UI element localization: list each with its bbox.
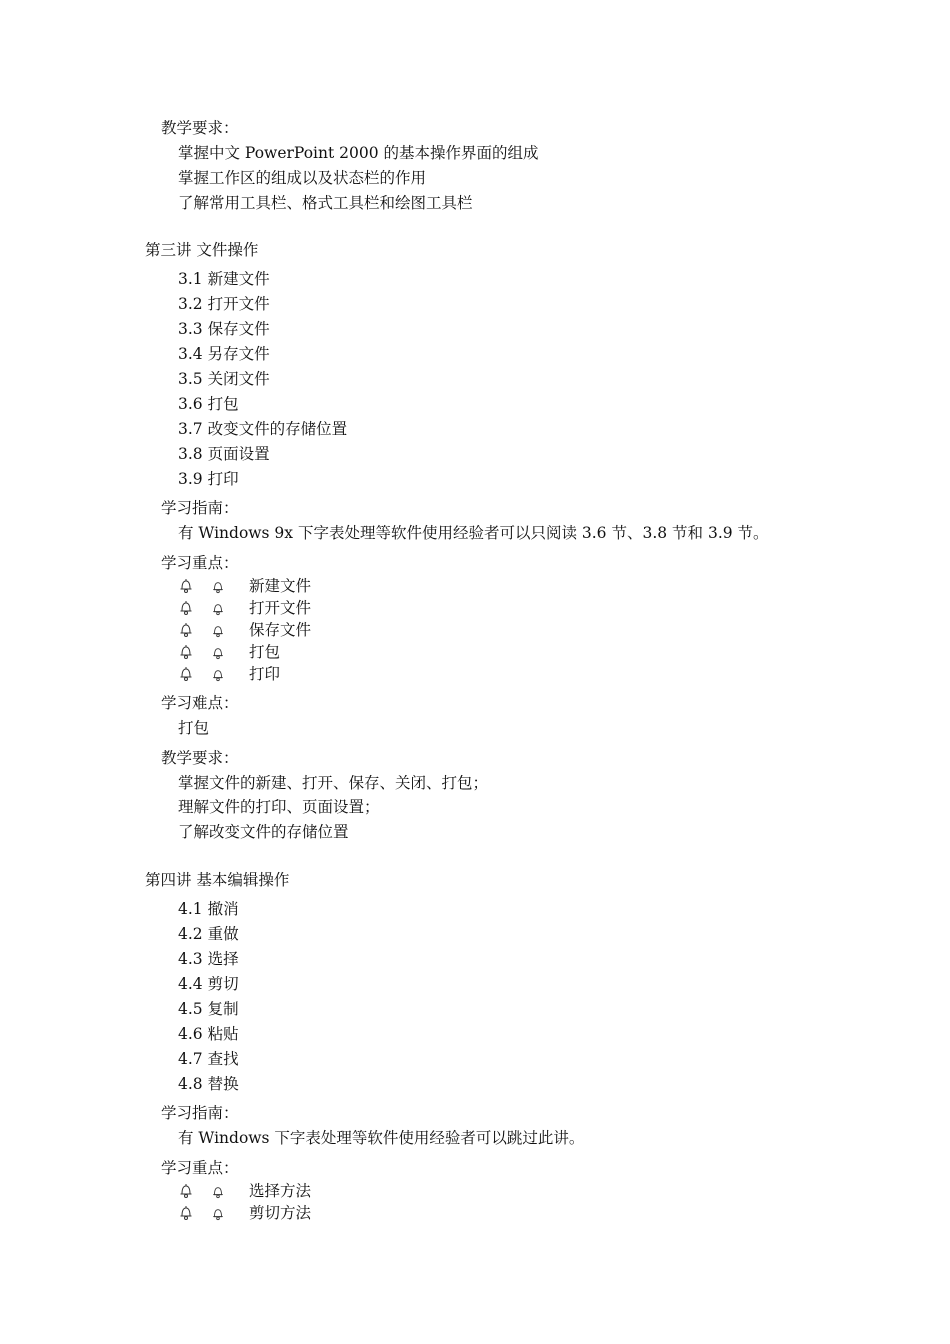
topic-item: 3.7 改变文件的存储位置	[178, 420, 348, 438]
key-points-label: 学习重点：	[161, 1159, 239, 1177]
study-guide-text: 有 Windows 9x 下字表处理等软件使用经验者可以只阅读 3.6 节、3.8 节和 3.9 节。	[178, 524, 769, 542]
bell-icon	[178, 644, 194, 660]
bell-icon	[178, 1205, 194, 1221]
study-guide-label: 学习指南：	[161, 499, 239, 517]
key-point-text: 选择方法	[249, 1182, 312, 1200]
key-point-text: 剪切方法	[249, 1204, 312, 1222]
requirement-item: 了解常用工具栏、格式工具栏和绘图工具栏	[178, 194, 473, 212]
difficulty-label: 学习难点：	[161, 694, 239, 712]
topic-item: 4.5 复制	[178, 1000, 239, 1018]
key-point-text: 打印	[249, 665, 281, 683]
bell-icon	[211, 602, 225, 616]
topic-item: 3.8 页面设置	[178, 445, 270, 463]
bell-icon	[211, 668, 225, 682]
topic-item: 3.4 另存文件	[178, 345, 270, 363]
study-guide-text: 有 Windows 下字表处理等软件使用经验者可以跳过此讲。	[178, 1129, 585, 1147]
topic-item: 3.2 打开文件	[178, 295, 270, 313]
key-points-label: 学习重点：	[161, 554, 239, 572]
requirement-item: 掌握工作区的组成以及状态栏的作用	[178, 169, 427, 187]
topic-item: 4.4 剪切	[178, 975, 239, 993]
bell-icon	[211, 624, 225, 638]
teaching-requirements-label: 教学要求：	[161, 749, 239, 767]
topic-item: 4.6 粘贴	[178, 1025, 239, 1043]
requirement-item: 掌握文件的新建、打开、保存、关闭、打包；	[178, 774, 489, 792]
topic-item: 4.2 重做	[178, 925, 239, 943]
topic-item: 3.9 打印	[178, 470, 239, 488]
study-guide-label: 学习指南：	[161, 1104, 239, 1122]
bell-icon	[178, 666, 194, 682]
key-point-text: 新建文件	[249, 577, 312, 595]
topic-item: 3.1 新建文件	[178, 270, 270, 288]
topic-item: 3.3 保存文件	[178, 320, 270, 338]
difficulty-text: 打包	[178, 719, 210, 737]
lecture-3-title: 第三讲 文件操作	[145, 241, 259, 259]
key-point-text: 打开文件	[249, 599, 312, 617]
bell-icon	[178, 578, 194, 594]
key-point-text: 保存文件	[249, 621, 312, 639]
topic-item: 4.3 选择	[178, 950, 239, 968]
bell-icon	[178, 1183, 194, 1199]
topic-item: 4.7 查找	[178, 1050, 239, 1068]
requirement-item: 理解文件的打印、页面设置；	[178, 798, 380, 816]
topic-item: 3.5 关闭文件	[178, 370, 270, 388]
bell-icon	[211, 1185, 225, 1199]
bell-icon	[211, 580, 225, 594]
teaching-requirements-label: 教学要求：	[161, 119, 239, 137]
key-point-text: 打包	[249, 643, 281, 661]
bell-icon	[178, 622, 194, 638]
bell-icon	[211, 1207, 225, 1221]
requirement-item: 了解改变文件的存储位置	[178, 823, 349, 841]
topic-item: 4.1 撤消	[178, 900, 239, 918]
bell-icon	[178, 600, 194, 616]
topic-item: 3.6 打包	[178, 395, 239, 413]
bell-icon	[211, 646, 225, 660]
lecture-4-title: 第四讲 基本编辑操作	[145, 871, 290, 889]
requirement-item: 掌握中文 PowerPoint 2000 的基本操作界面的组成	[178, 144, 539, 162]
topic-item: 4.8 替换	[178, 1075, 239, 1093]
